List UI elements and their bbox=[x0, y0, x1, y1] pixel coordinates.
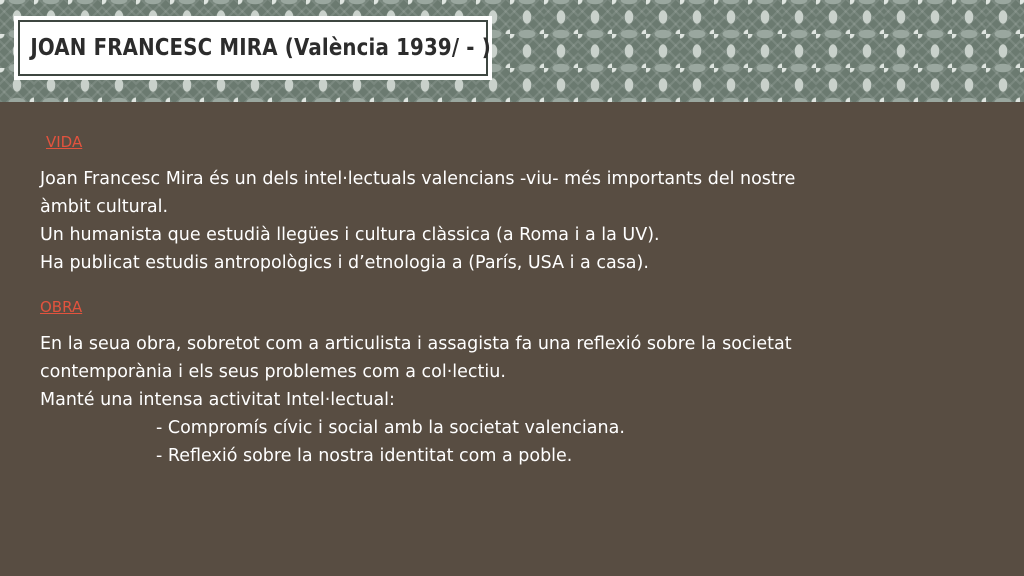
obra-line: contemporània i els seus problemes com a col·lectiu. bbox=[40, 362, 506, 382]
obra-paragraph bbox=[40, 330, 1000, 470]
vida-link[interactable]: VIDA bbox=[46, 133, 83, 151]
vida-line: Un humanista que estudià llegües i cultura clàssica (a Roma i a la UV). bbox=[40, 225, 660, 245]
vida-line: Ha publicat estudis antropològics i d’etnologia a (París, USA i a casa). bbox=[40, 253, 649, 273]
vida-paragraph bbox=[40, 165, 1000, 277]
vida-line: Joan Francesc Mira és un dels intel·lectuals valencians -viu- més importants del nostre bbox=[40, 169, 796, 189]
vida-line: àmbit cultural. bbox=[40, 197, 169, 217]
obra-link[interactable]: OBRA bbox=[40, 298, 83, 316]
obra-bullet: - Compromís cívic i social amb la societat valenciana. bbox=[156, 418, 625, 438]
obra-bullet: - Reflexió sobre la nostra identitat com a poble. bbox=[156, 446, 573, 466]
obra-line: En la seua obra, sobretot com a articulista i assagista fa una reflexió sobre la societat bbox=[40, 334, 792, 354]
slide-content bbox=[40, 132, 1000, 470]
title-box bbox=[18, 20, 491, 76]
obra-line: Manté una intensa activitat Intel·lectual: bbox=[40, 390, 395, 410]
slide-title: JOAN FRANCESC MIRA (València 1939/ - ) bbox=[30, 35, 491, 61]
